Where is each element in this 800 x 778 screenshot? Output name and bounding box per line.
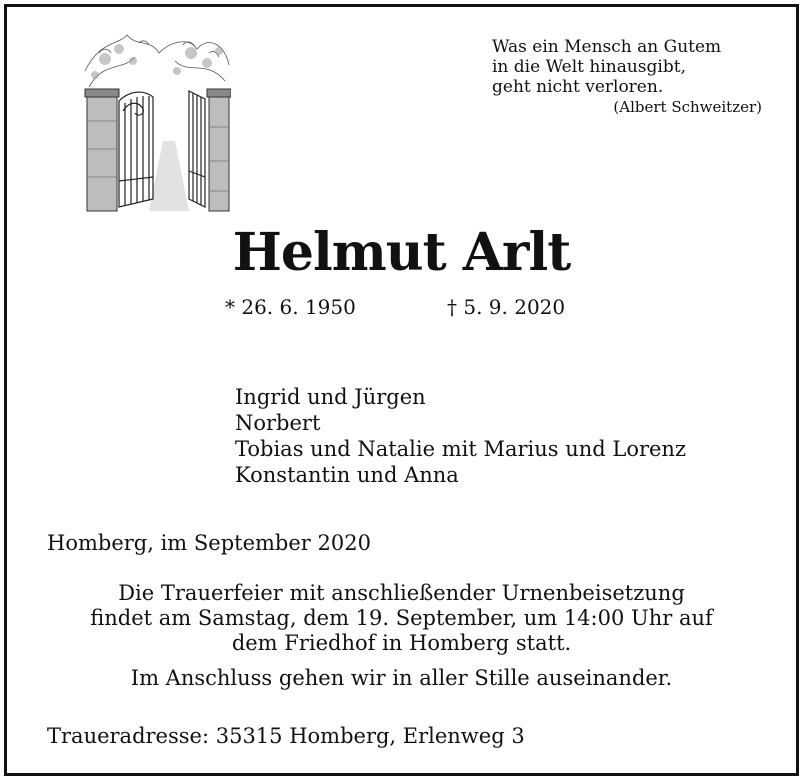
place-date: Homberg, im September 2020	[47, 531, 371, 555]
open-garden-gate-icon	[79, 31, 231, 213]
family-member: Norbert	[235, 411, 321, 435]
obituary-notice	[4, 4, 799, 776]
family-list	[235, 384, 686, 488]
mourning-address: Traueradresse: 35315 Homberg, Erlenweg 3	[47, 724, 525, 748]
ceremony-info	[7, 581, 796, 691]
quote-line: in die Welt hinausgibt,	[492, 57, 686, 77]
deceased-name: Helmut Arlt	[232, 222, 571, 283]
quote-block	[492, 37, 762, 117]
family-member: Ingrid und Jürgen	[235, 385, 426, 409]
quote-author: (Albert Schweitzer)	[613, 98, 762, 116]
quote-line: geht nicht verloren.	[492, 77, 664, 97]
family-member: Konstantin und Anna	[235, 463, 459, 487]
ceremony-line: dem Friedhof in Homberg statt.	[231, 631, 572, 655]
birth-date: * 26. 6. 1950	[225, 295, 356, 319]
ceremony-line: Die Trauerfeier mit anschließender Urnenbeisetzung	[118, 581, 685, 605]
family-member: Tobias und Natalie mit Marius und Lorenz	[235, 437, 687, 461]
quote-line: Was ein Mensch an Gutem	[492, 37, 722, 57]
ceremony-closing: Im Anschluss gehen wir in aller Stille auseinander.	[130, 666, 673, 690]
death-date: † 5. 9. 2020	[447, 295, 566, 319]
ceremony-line: findet am Samstag, dem 19. September, um 14:00 Uhr auf	[90, 606, 713, 630]
